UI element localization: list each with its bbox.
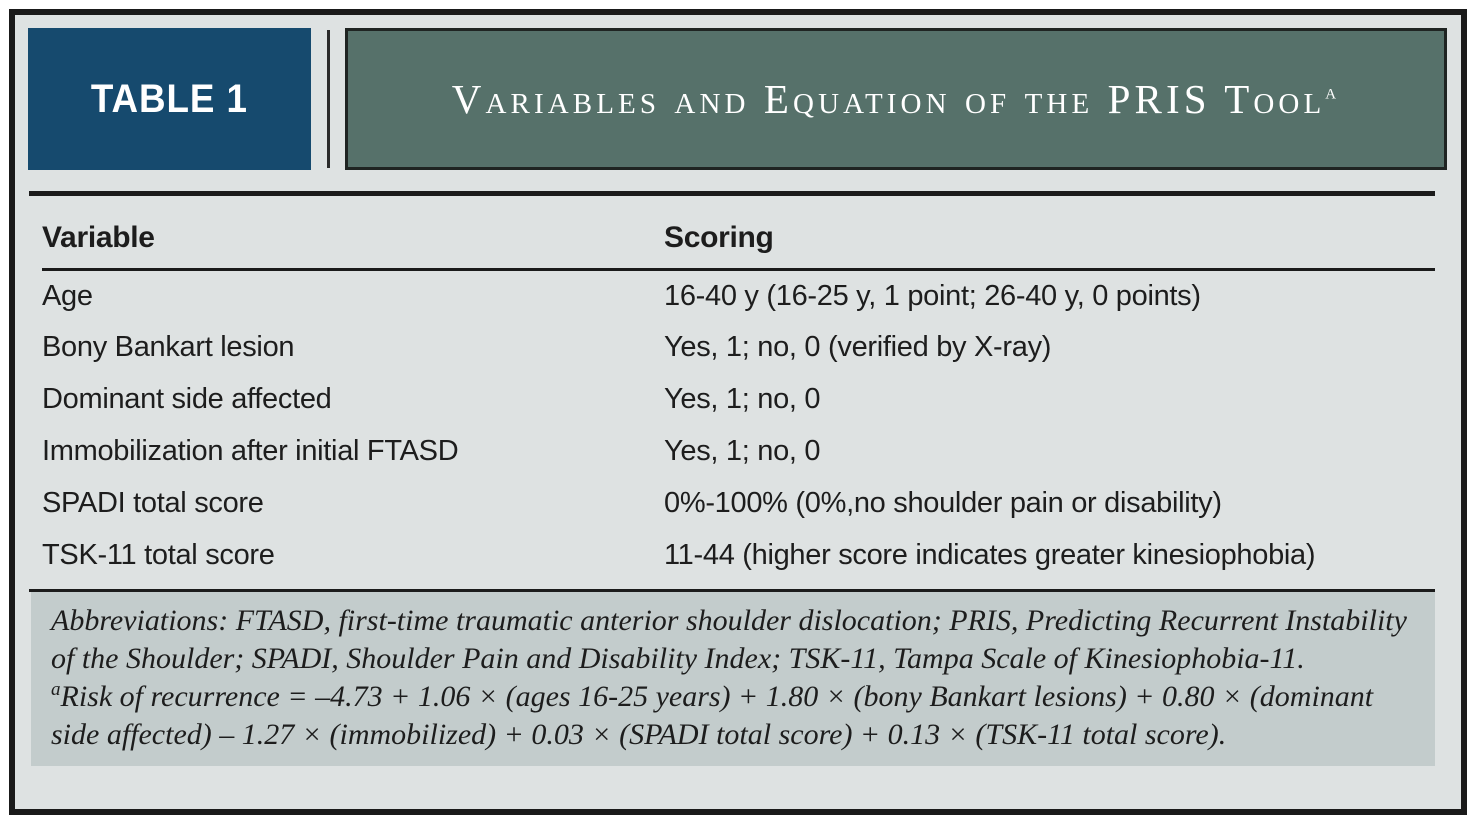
variable-cell: SPADI total score [42, 487, 264, 519]
equation-text: Risk of recurrence = –4.73 + 1.06 × (ages 16-25 years) + 1.80 × (bony Bankart lesions) + 0.80 × (dominant side affected) – 1.27 × (immobilized) + 0.03 × (SPADI total score) + 0.13 × (TSK-11 total score). [51, 679, 1374, 751]
scoring-cell: 0%-100% (0%,no shoulder pain or disability) [664, 487, 1222, 519]
scoring-cell: Yes, 1; no, 0 [664, 435, 821, 467]
variable-cell: Immobilization after initial FTASD [42, 435, 459, 467]
variable-cell: Age [42, 279, 93, 312]
table-row [42, 478, 1435, 530]
figure-header [28, 28, 1447, 170]
title-footnote-marker: a [1325, 78, 1341, 104]
table-title-text: Variables and Equation of the PRIS Tool [451, 76, 1326, 122]
table-header-row [42, 196, 1435, 270]
table-row [42, 530, 1435, 582]
scoring-cell: Yes, 1; no, 0 [664, 383, 821, 415]
table-row [42, 374, 1435, 426]
scoring-cell: 11-44 (higher score indicates greater kinesiophobia) [664, 539, 1316, 571]
footnote-box [31, 592, 1435, 766]
variable-cell: Bony Bankart lesion [42, 331, 295, 363]
scoring-cell: Yes, 1; no, 0 (verified by X-ray) [664, 331, 1052, 363]
table-title-box [345, 28, 1447, 170]
column-header-scoring: Scoring [664, 196, 1435, 270]
table-row [42, 270, 1435, 322]
abbreviations-note [51, 602, 1417, 678]
table-row [42, 322, 1435, 374]
equation-note [51, 678, 1417, 754]
column-header-variable: Variable [42, 196, 664, 270]
table-figure [9, 9, 1467, 815]
variables-table [42, 196, 1435, 582]
table-number-label: TABLE 1 [90, 76, 249, 121]
scoring-cell: 16-40 y (16-25 y, 1 point; 26-40 y, 0 points) [664, 279, 1201, 312]
abbreviations-text: Abbreviations: FTASD, first-time traumatic anterior shoulder dislocation; PRIS, Predicting Recurrent Instability of the Shoulder; SPADI, Shoulder Pain and Disability Index; TSK-11, Tampa Scale of Kinesiophobia-11. [51, 603, 1407, 675]
equation-footnote-marker: a [51, 678, 61, 700]
table-body [42, 270, 1435, 582]
variable-cell: TSK-11 total score [42, 539, 275, 571]
table-number-badge [28, 28, 311, 170]
table-title [452, 75, 1340, 123]
header-divider [327, 30, 330, 168]
table-row [42, 426, 1435, 478]
variable-cell: Dominant side affected [42, 383, 332, 415]
